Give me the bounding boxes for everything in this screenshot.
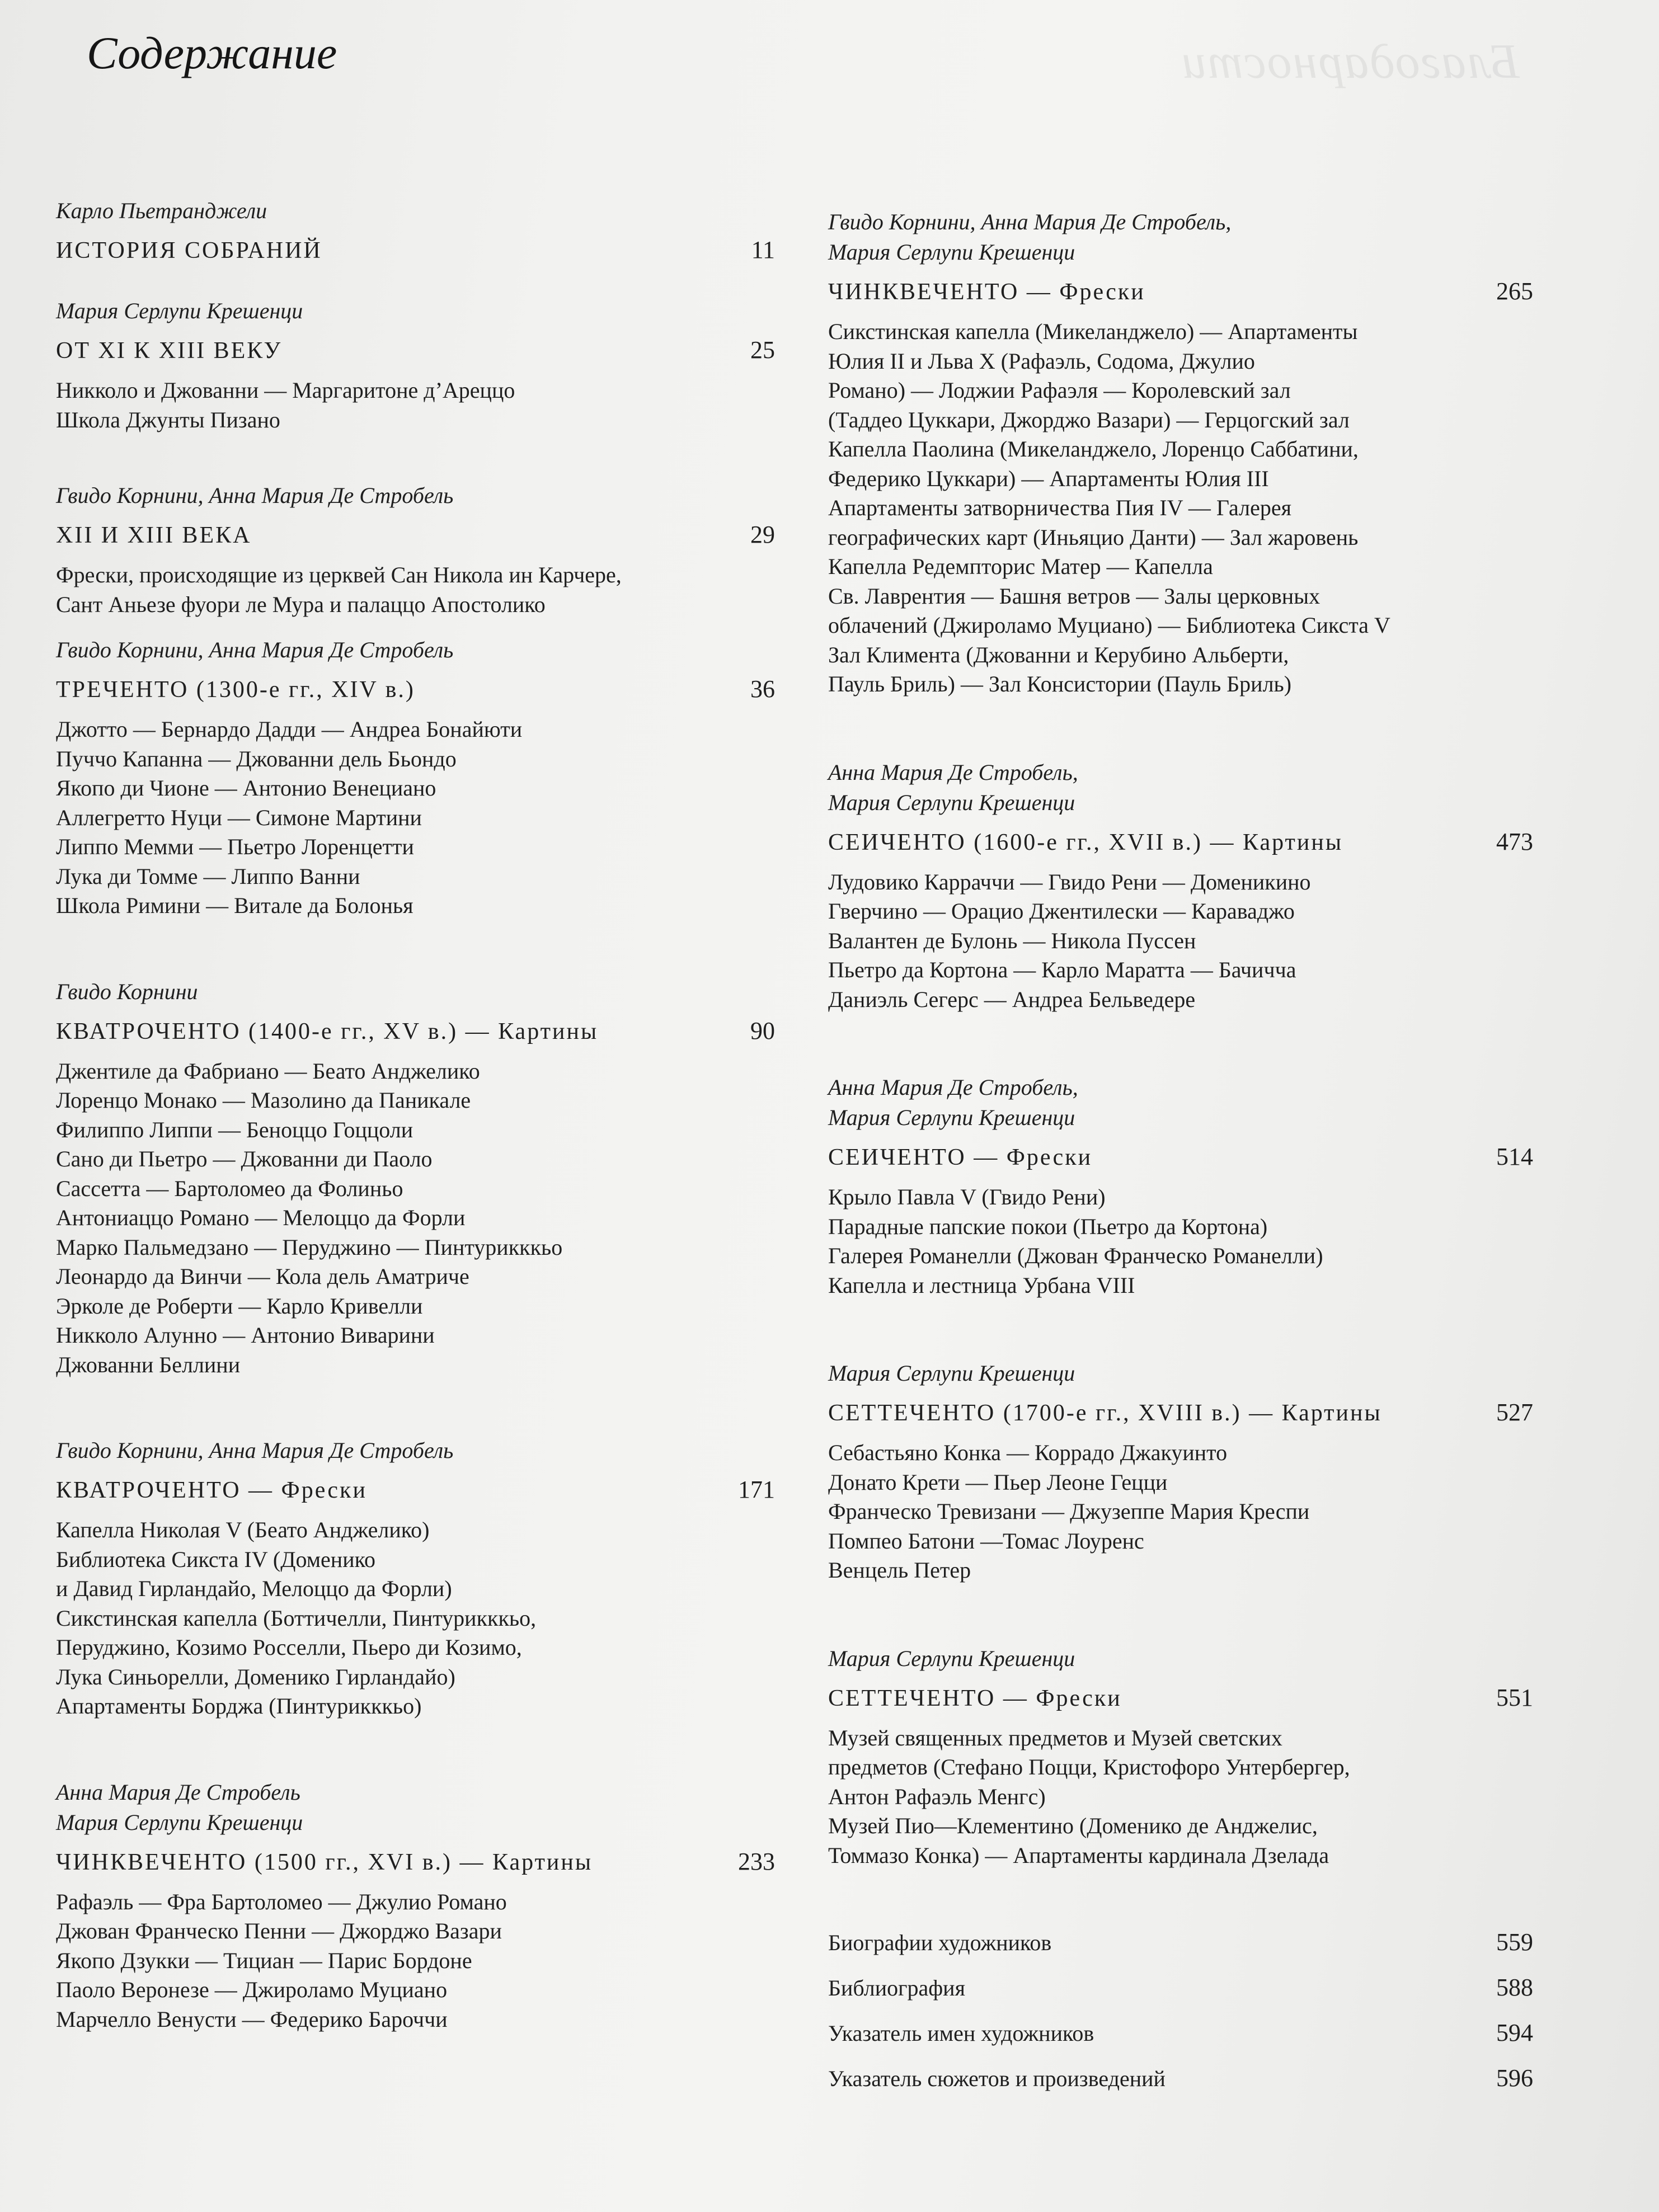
section-item: Романо) — Лоджии Рафаэля — Королевский зал xyxy=(828,378,1291,403)
section-item: Себастьяно Конка — Коррадо Джакуинто xyxy=(828,1440,1228,1465)
section-item: Джентиле да Фабриано — Беато Анджелико xyxy=(56,1058,480,1084)
section-page-number: 29 xyxy=(750,521,775,548)
section-heading: ЧИНКВЕЧЕНТО (1500 гг., XVI в.) — Картины xyxy=(56,1849,593,1875)
section-item: Фрески, происходящие из церквей Сан Никола ин Карчере, xyxy=(56,562,622,587)
section-item: Якопо ди Чионе — Антонио Венециано xyxy=(56,775,436,801)
section-item: Антониаццо Романо — Мелоццо да Форли xyxy=(56,1205,466,1230)
section-heading: ИСТОРИЯ СОБРАНИЙ xyxy=(56,238,322,263)
section-item: Лука ди Томме — Липпо Ванни xyxy=(56,863,360,889)
section-page-number: 233 xyxy=(738,1847,775,1875)
section-item: Донато Крети — Пьер Леоне Гецци xyxy=(828,1469,1168,1495)
toc-right-column xyxy=(828,207,1533,2107)
appendix-page-number: 559 xyxy=(1496,1928,1533,1956)
section-heading-row xyxy=(828,1396,1533,1429)
section-page-number: 90 xyxy=(750,1016,775,1044)
section-author: Гвидо Корнини, Анна Мария Де Стробель xyxy=(56,483,454,508)
section-item: Томмазо Конка) — Апартаменты кардинала Дзелада xyxy=(828,1842,1329,1868)
section-author: Карло Пьетранджели xyxy=(56,198,267,223)
section-item: Филиппо Липпи — Беноццо Гоццоли xyxy=(56,1117,413,1142)
section-page-number: 36 xyxy=(750,675,775,703)
section-page-number: 473 xyxy=(1496,827,1533,855)
section-page-number: 265 xyxy=(1496,277,1533,305)
toc-section xyxy=(56,1436,775,1721)
appendix-page-number: 588 xyxy=(1496,1974,1533,2001)
section-author: Анна Мария Де Стробель, Мария Серлупи Крешенци xyxy=(828,1075,1078,1130)
section-item: Паоло Веронезе — Джироламо Муциано xyxy=(56,1977,448,2002)
section-item: Марчелло Венусти — Федерико Бароччи xyxy=(56,2006,448,2032)
appendix-page-number: 594 xyxy=(1496,2019,1533,2046)
section-author: Гвидо Корнини xyxy=(56,978,198,1004)
section-heading-row xyxy=(56,1015,775,1048)
section-heading-row xyxy=(56,519,775,552)
appendix-label: Указатель имен художников xyxy=(828,2021,1094,2046)
section-author: Гвидо Корнини, Анна Мария Де Стробель xyxy=(56,1438,454,1463)
toc-section xyxy=(828,207,1533,699)
section-item: Парадные папские покои (Пьетро да Кортона) xyxy=(828,1213,1268,1239)
section-item: Валантен де Булонь — Никола Пуссен xyxy=(828,928,1196,953)
section-heading: ЧИНКВЕЧЕНТО — Фрески xyxy=(828,279,1145,305)
section-item: Лука Синьорелли, Доменико Гирландайо) xyxy=(56,1664,455,1689)
section-item: Лоренцо Монако — Мазолино да Паникале xyxy=(56,1088,471,1113)
toc-left-column xyxy=(56,196,775,2034)
section-items xyxy=(56,1057,775,1380)
section-heading-row xyxy=(828,826,1533,859)
section-item: Пуччо Капанна — Джованни дель Бьондо xyxy=(56,746,457,771)
section-items xyxy=(56,715,775,921)
appendix-page-number: 596 xyxy=(1496,2064,1533,2092)
section-items xyxy=(828,868,1533,1015)
section-item: Марко Пальмедзано — Перуджино — Пинтурикккьо xyxy=(56,1234,563,1260)
section-item: Сассетта — Бартоломео да Фолиньо xyxy=(56,1175,403,1201)
section-item: Никколо и Джованни — Маргаритоне д’Ареццо xyxy=(56,378,515,403)
section-item: Пьетро да Кортона — Карло Маратта — Бачичча xyxy=(828,957,1296,982)
section-heading-row xyxy=(56,673,775,706)
section-heading: СЕТТЕЧЕНТО (1700-е гг., XVIII в.) — Картины xyxy=(828,1400,1382,1426)
toc-section xyxy=(56,977,775,1380)
appendix-label: Библиография xyxy=(828,1975,965,2001)
section-item: Джован Франческо Пенни — Джорджо Вазари xyxy=(56,1918,502,1943)
section-items xyxy=(828,1183,1533,1300)
toc-section xyxy=(828,1644,1533,1871)
section-item: Никколо Алунно — Антонио Виварини xyxy=(56,1323,435,1348)
section-item: Эрколе де Роберти — Карло Кривелли xyxy=(56,1293,423,1319)
section-item: Сикстинская капелла (Боттичелли, Пинтурикккьо, xyxy=(56,1605,537,1631)
section-item: Капелла Редемпторис Матер — Капелла xyxy=(828,554,1213,579)
section-item: Федерико Цуккари) — Апартаменты Юлия III xyxy=(828,465,1269,491)
section-page-number: 171 xyxy=(738,1476,775,1503)
section-item: Липпо Мемми — Пьетро Лоренцетти xyxy=(56,834,414,859)
section-heading: XII И XIII ВЕКА xyxy=(56,523,252,548)
section-item: Джотто — Бернардо Дадди — Андреа Бонайюти xyxy=(56,717,523,742)
section-item: Сикстинская капелла (Микеланджело) — Апартаменты xyxy=(828,319,1358,344)
section-heading: СЕИЧЕНТО (1600-е гг., XVII в.) — Картины xyxy=(828,829,1343,855)
section-heading-row xyxy=(828,275,1533,308)
section-item: Крыло Павла V (Гвидо Рени) xyxy=(828,1184,1106,1209)
section-item: Аллегретто Нуци — Симоне Мартини xyxy=(56,804,422,830)
section-item: Помпео Батони —Томас Лоуренс xyxy=(828,1528,1144,1554)
appendix-entry xyxy=(828,1971,1533,2017)
section-heading-row xyxy=(828,1682,1533,1715)
section-heading: ТРЕЧЕНТО (1300-е гг., XIV в.) xyxy=(56,677,415,703)
section-item: Джованни Беллини xyxy=(56,1352,241,1377)
section-heading-row xyxy=(56,1846,775,1879)
section-item: Даниэль Сегерс — Андреа Бельведере xyxy=(828,986,1196,1012)
section-item: Капелла и лестница Урбана VIII xyxy=(828,1272,1135,1298)
section-item: Сано ди Пьетро — Джованни ди Паоло xyxy=(56,1146,433,1171)
section-item: Перуджино, Козимо Росселли, Пьеро ди Козимо, xyxy=(56,1635,522,1660)
page-title: Содержание xyxy=(87,27,337,78)
section-item: Библиотека Сикста IV (Доменико xyxy=(56,1546,375,1572)
section-items xyxy=(56,1516,775,1721)
appendix-entry xyxy=(828,2017,1533,2062)
toc-section xyxy=(56,196,775,267)
section-page-number: 527 xyxy=(1496,1399,1533,1426)
section-item: Пауль Бриль) — Зал Консистории (Пауль Бриль) xyxy=(828,671,1292,696)
section-author: Гвидо Корнини, Анна Мария Де Стробель xyxy=(56,637,454,662)
section-items xyxy=(828,1438,1533,1585)
section-items xyxy=(56,1888,775,2035)
section-author: Мария Серлупи Крешенци xyxy=(56,298,303,323)
section-items xyxy=(56,376,775,435)
section-items xyxy=(56,561,775,619)
toc-section xyxy=(56,481,775,619)
section-heading: ОТ XI К XIII ВЕКУ xyxy=(56,338,283,364)
appendix-list xyxy=(828,1926,1533,2107)
section-item: Капелла Николая V (Беато Анджелико) xyxy=(56,1517,430,1542)
section-page-number: 551 xyxy=(1496,1683,1533,1711)
section-heading: КВАТРОЧЕНТО (1400-е гг., XV в.) — Картины xyxy=(56,1018,599,1044)
show-through-text: Благодарности xyxy=(1181,35,1520,89)
toc-section xyxy=(56,635,775,921)
section-author: Анна Мария Де Стробель Мария Серлупи Крешенци xyxy=(56,1779,303,1835)
section-heading: СЕТТЕЧЕНТО — Фрески xyxy=(828,1685,1122,1711)
section-item: Франческо Тревизани — Джузеппе Мария Креспи xyxy=(828,1499,1310,1524)
section-heading-row xyxy=(56,1474,775,1507)
toc-section xyxy=(828,1358,1533,1585)
section-item: предметов (Стефано Поцци, Кристофоро Унтербергер, xyxy=(828,1754,1350,1780)
section-item: Сант Аньезе фуори ле Мура и палаццо Апостолико xyxy=(56,591,546,617)
section-item: Апартаменты Борджа (Пинтурикккьо) xyxy=(56,1693,422,1719)
appendix-entry xyxy=(828,1926,1533,1971)
section-item: географических карт (Иньяцио Данти) — Зал жаровень xyxy=(828,524,1359,550)
section-author: Мария Серлупи Крешенци xyxy=(828,1645,1075,1671)
section-author: Анна Мария Де Стробель, Мария Серлупи Крешенци xyxy=(828,759,1078,815)
appendix-entry xyxy=(828,2062,1533,2107)
section-item: Св. Лаврентия — Башня ветров — Залы церковных xyxy=(828,583,1320,609)
section-item: Леонардо да Винчи — Кола дель Аматриче xyxy=(56,1264,469,1289)
section-heading-row xyxy=(56,334,775,367)
section-item: (Таддео Цуккари, Джорджо Вазари) — Герцогский зал xyxy=(828,407,1350,432)
section-page-number: 11 xyxy=(751,236,775,263)
section-heading: КВАТРОЧЕНТО — Фрески xyxy=(56,1477,367,1503)
section-item: Юлия II и Льва X (Рафаэль, Содома, Джулио xyxy=(828,348,1255,374)
section-item: Школа Римини — Витале да Болонья xyxy=(56,893,413,918)
section-items xyxy=(828,317,1533,699)
toc-section xyxy=(56,296,775,435)
section-item: Капелла Паолина (Микеланджело, Лоренцо Саббатини, xyxy=(828,436,1359,462)
section-heading: СЕИЧЕНТО — Фрески xyxy=(828,1145,1093,1170)
section-item: облачений (Джироламо Муциано) — Библиотека Сикста V xyxy=(828,613,1390,638)
section-item: Галерея Романелли (Джован Франческо Романелли) xyxy=(828,1243,1323,1268)
section-item: Венцель Петер xyxy=(828,1557,971,1583)
section-item: Апартаменты затворничества Пия IV — Галерея xyxy=(828,495,1291,520)
section-item: и Давид Гирландайо, Мелоццо да Форли) xyxy=(56,1576,452,1601)
section-item: Якопо Дзукки — Тициан — Парис Бордоне xyxy=(56,1947,472,1973)
section-page-number: 514 xyxy=(1496,1143,1533,1170)
section-items xyxy=(828,1724,1533,1871)
section-item: Школа Джунты Пизано xyxy=(56,407,280,432)
section-item: Гверчино — Орацио Джентилески — Караваджо xyxy=(828,898,1295,924)
toc-section xyxy=(56,1777,775,2035)
toc-section xyxy=(828,1072,1533,1300)
section-item: Рафаэль — Фра Бартоломео — Джулио Романо xyxy=(56,1889,507,1914)
section-item: Антон Рафаэль Менгс) xyxy=(828,1783,1046,1809)
section-author: Мария Серлупи Крешенци xyxy=(828,1361,1075,1386)
section-page-number: 25 xyxy=(750,336,775,364)
appendix-label: Указатель сюжетов и произведений xyxy=(828,2066,1165,2091)
section-item: Музей Пио—Клементино (Доменико де Анджелис, xyxy=(828,1813,1318,1838)
section-item: Лудовико Карраччи — Гвидо Рени — Доменикино xyxy=(828,869,1311,895)
section-item: Зал Климента (Джованни и Керубино Альберти, xyxy=(828,642,1289,667)
section-heading-row xyxy=(56,234,775,267)
section-item: Музей священных предметов и Музей светских xyxy=(828,1725,1282,1750)
toc-section xyxy=(828,757,1533,1015)
section-heading-row xyxy=(828,1141,1533,1174)
section-author: Гвидо Корнини, Анна Мария Де Стробель, Мария Серлупи Крешенци xyxy=(828,209,1232,265)
appendix-label: Биографии художников xyxy=(828,1930,1052,1955)
